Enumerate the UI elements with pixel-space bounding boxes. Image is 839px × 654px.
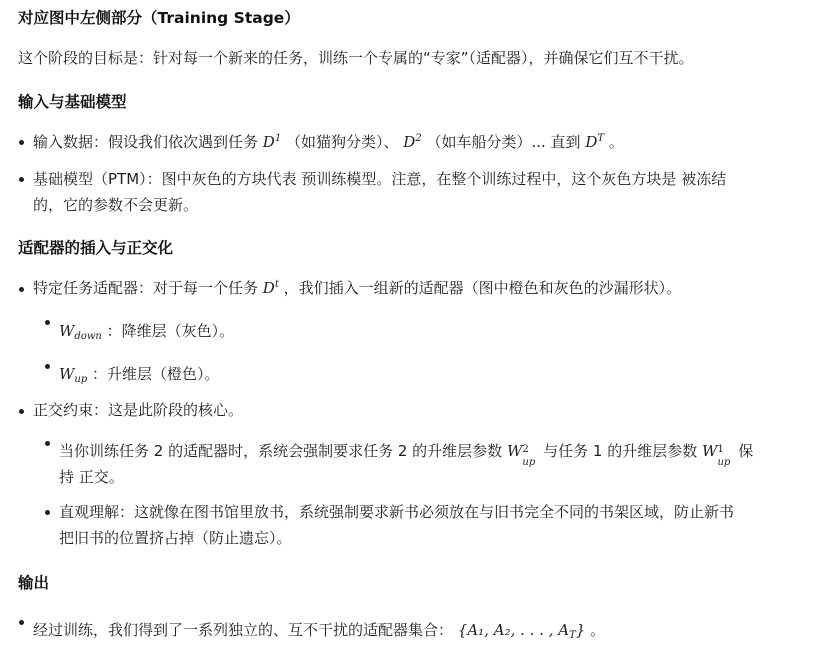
bullet-orthogonal: 正交约束：这是此阶段的核心。: [33, 401, 244, 419]
bullet-text: （如猫狗分类）、: [285, 133, 399, 151]
sub-bullet-wdown: [59, 318, 234, 344]
bullet-line: 持 正交。: [59, 468, 124, 486]
bullet-dot: [19, 409, 24, 414]
bullet-text: 经过训练，我们得到了一系列独立的、互不干扰的适配器集合：: [33, 621, 454, 639]
bullet-text: 保: [738, 442, 754, 460]
sub-bullet-dot: [45, 364, 50, 369]
math-w-up: $W_{up}$: [59, 365, 88, 385]
heading-output: 输出: [18, 574, 50, 592]
sub-bullet-dot: [45, 320, 50, 325]
bullet-text: 特定任务适配器：对于每一个任务: [33, 279, 259, 297]
intro-paragraph: 这个阶段的目标是：针对每一个新来的任务，训练一个专属的“专家”（适配器），并确保它们互不干扰。: [18, 49, 694, 67]
sub-bullet-task2: [59, 438, 753, 490]
sub-bullet-intuition: [59, 499, 734, 551]
bullet-dot: [19, 287, 24, 292]
bullet-output: [33, 617, 605, 643]
bullet-text: ：升维层（橙色）。: [92, 365, 220, 383]
bullet-text: 当你训练任务 2 的适配器时，系统会强制要求任务 2 的升维层参数: [59, 442, 503, 460]
bullet-line: 把旧书的位置挤占掉（防止遗忘）。: [59, 529, 292, 547]
sub-bullet-dot: [45, 510, 50, 515]
sub-bullet-dot: [45, 441, 50, 446]
bullet-dot: [19, 620, 24, 625]
bullet-text: 与任务 1 的升维层参数: [543, 442, 698, 460]
math-d1: $D^1$: [262, 133, 282, 151]
bullet-text: ，我们插入一组新的适配器（图中橙色和灰色的沙漏形状）。: [283, 279, 682, 297]
bullet-text: ：降维层（灰色）。: [106, 322, 235, 340]
bullet-text: 。: [590, 621, 606, 639]
bullet-dot: [19, 140, 24, 145]
bullet-text: （如车船分类）... 直到: [426, 133, 581, 151]
bullet-text: 。: [608, 133, 624, 151]
math-w-down: $W_{down}$: [59, 322, 102, 342]
math-dt-small: $D^t$: [262, 279, 279, 297]
heading-input-and-base-model: 输入与基础模型: [18, 93, 127, 111]
bullet-input-data: [33, 129, 624, 155]
bullet-text: 输入数据：假设我们依次遇到任务: [33, 133, 259, 151]
bullet-base-model: [33, 166, 726, 218]
math-d2: $D^2$: [403, 133, 422, 151]
section-title: 对应图中左侧部分（Training Stage）: [18, 9, 300, 27]
bullet-line: 基础模型（PTM）：图中灰色的方块代表 预训练模型。注意，在整个训练过程中，这个灰色方块是 被冻结: [33, 170, 727, 188]
math-dt: $D^T$: [585, 133, 605, 151]
bullet-task-adapter: [33, 275, 681, 301]
bullet-line: [59, 438, 754, 468]
bullet-line: 直观理解：这就像在图书馆里放书，系统强制要求新书必须放在与旧书完全不同的书架区域，防止新书: [59, 503, 735, 521]
bullet-line: 的，它的参数不会更新。: [33, 196, 199, 214]
heading-adapter-insertion: 适配器的插入与正交化: [18, 239, 174, 257]
math-adapter-set: {A₁, A₂, . . . , $A_T$}: [457, 621, 586, 641]
math-w1-up: W 1 up: [702, 442, 731, 468]
math-w2-up: W 2 up: [506, 442, 536, 468]
sub-bullet-wup: [59, 361, 220, 387]
bullet-dot: [19, 177, 24, 182]
